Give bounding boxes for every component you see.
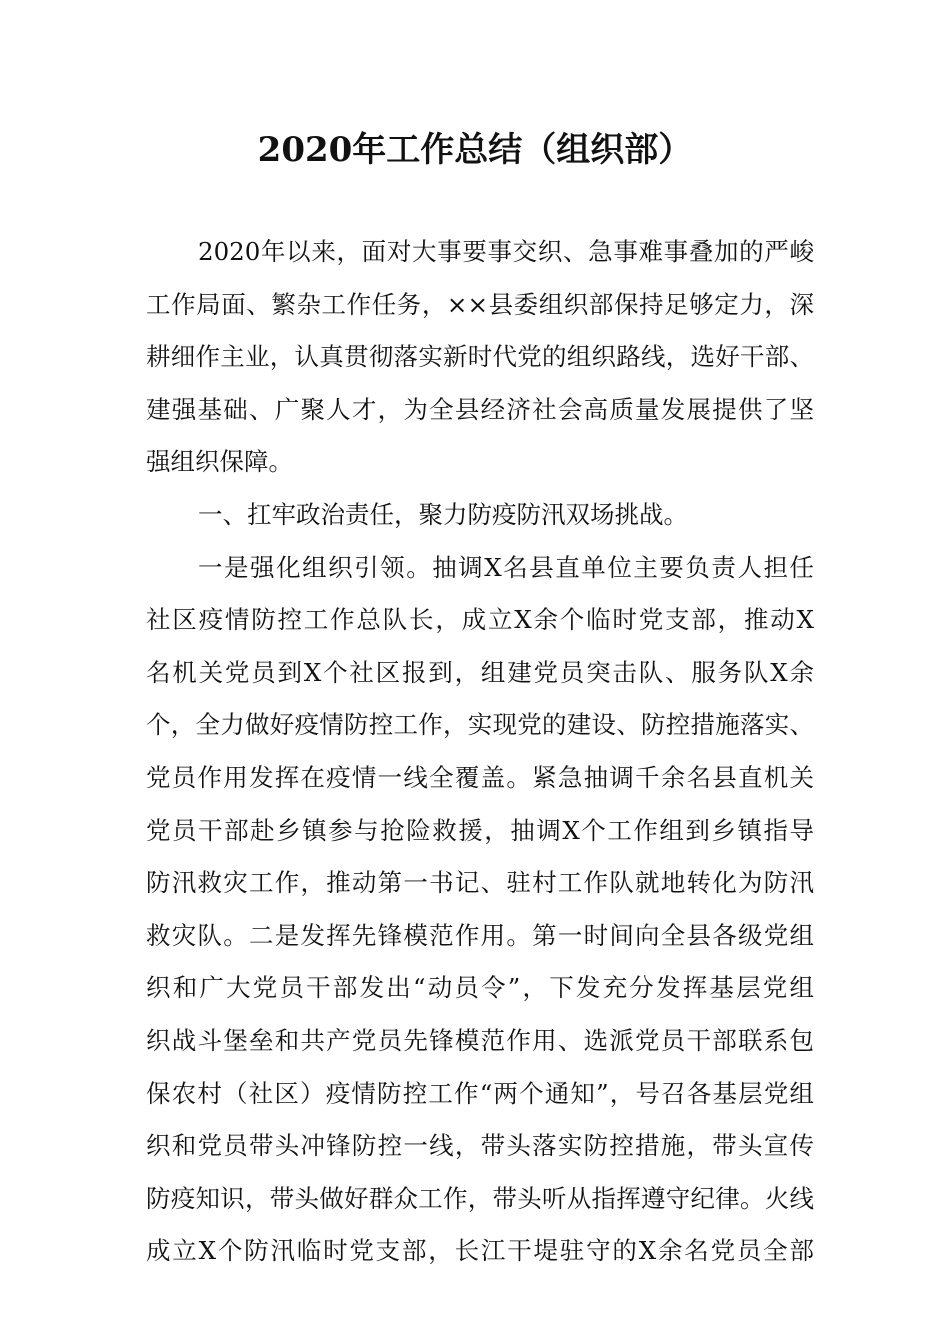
section-heading: 一、扛牢政治责任，聚力防疫防汛双场挑战。: [198, 499, 688, 529]
text-line: 社区疫情防控工作总队长，成立X余个临时党支部，推动X: [146, 605, 814, 635]
text-line: 防疫知识，带头做好群众工作，带头听从指挥遵守纪律。火线: [146, 1183, 814, 1213]
text-line: 个，全力做好疫情防控工作，实现党的建设、防控措施落实、: [146, 710, 814, 740]
text-line: 建强基础、广聚人才，为全县经济社会高质量发展提供了坚: [146, 394, 814, 424]
text-line: 党员作用发挥在疫情一线全覆盖。紧急抽调千余名县直机关: [146, 762, 814, 792]
text-line: 救灾队。二是发挥先锋模范作用。第一时间向全县各级党组: [146, 920, 814, 950]
text-line: 党员干部赴乡镇参与抢险救援，抽调X个工作组到乡镇指导: [146, 815, 814, 845]
text-line: 织和党员带头冲锋防控一线，带头落实防控措施，带头宣传: [146, 1131, 814, 1161]
text-line: 名机关党员到X个社区报到，组建党员突击队、服务队X余: [146, 657, 814, 687]
text-line: 织和广大党员干部发出“动员令”，下发充分发挥基层党组: [146, 973, 814, 1003]
text-line: 保农村（社区）疫情防控工作“两个通知”，号召各基层党组: [146, 1078, 814, 1108]
text-line: 工作局面、繁杂工作任务，××县委组织部保持足够定力，深: [146, 289, 814, 319]
text-line: 强组织保障。: [146, 447, 293, 477]
document-body: [146, 226, 814, 1278]
text-line: 2020年以来，面对大事要事交织、急事难事叠加的严峻: [198, 237, 814, 266]
text-line: 成立X个防汛临时党支部，长江干堤驻守的X余名党员全部: [146, 1236, 814, 1266]
text-line: 防汛救灾工作，推动第一书记、驻村工作队就地转化为防汛: [146, 868, 814, 898]
text-line: 耕细作主业，认真贯彻落实新时代党的组织路线，选好干部、: [146, 342, 814, 372]
document-title: 2020年工作总结（组织部）: [257, 130, 693, 170]
text-line: 织战斗堡垒和共产党员先锋模范作用、选派党员干部联系包: [146, 1025, 814, 1055]
text-line: 一是强化组织引领。抽调X名县直单位主要负责人担任: [198, 552, 814, 582]
